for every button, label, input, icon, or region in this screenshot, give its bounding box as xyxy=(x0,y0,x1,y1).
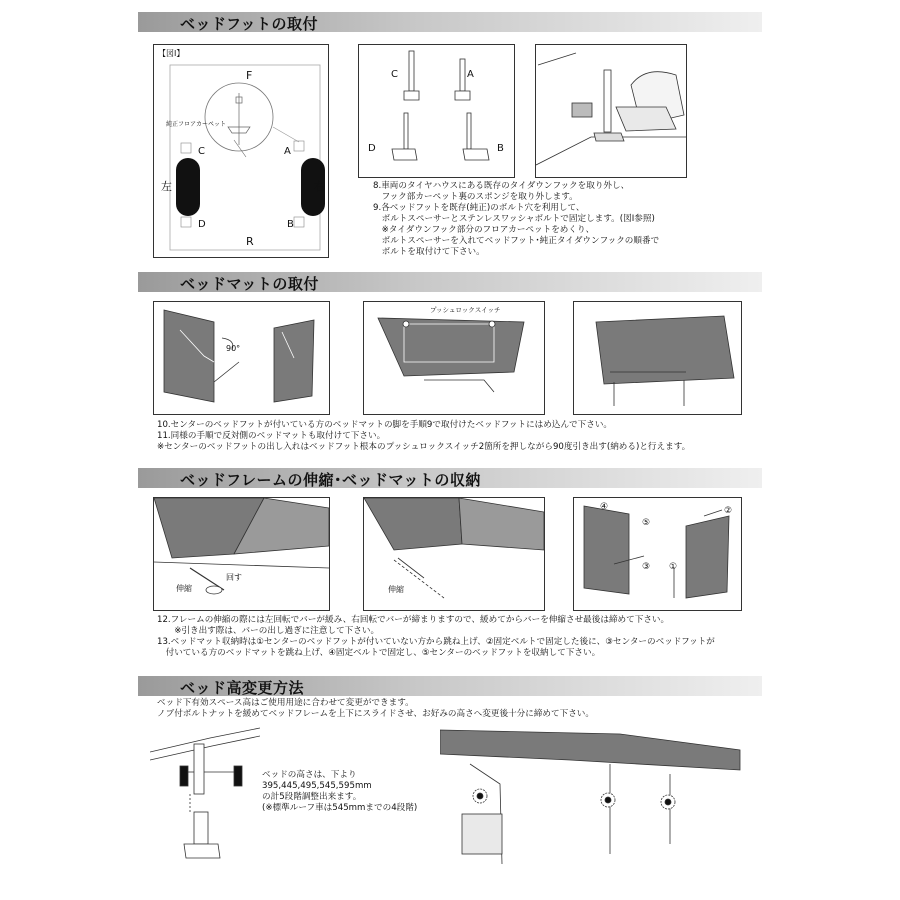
height-note-3: の計5段階調整出来ます。 xyxy=(262,792,362,802)
part-b-label: B xyxy=(497,143,504,154)
step-4-marker: ④ xyxy=(600,502,609,512)
bed-foot-parts-panel xyxy=(358,44,515,178)
s4-line-1: ベッド下有効スペース高はご使用用途に合わせて変更ができます。 xyxy=(157,698,414,708)
s2-line-2: 11.同様の手順で反対側のベッドマットも取付けて下さい。 xyxy=(157,431,386,441)
section-title: ベッドフットの取付 xyxy=(180,15,319,33)
mat-fold-drawing xyxy=(154,302,329,414)
mat-storage-drawing xyxy=(574,498,741,610)
s1-line-6: ボルトスペーサーを入れてベッドフット･純正タイダウンフックの順番で xyxy=(373,236,660,246)
front-label: F xyxy=(246,69,253,82)
corner-b-label: B xyxy=(287,219,294,230)
frame-extend-detail-panel xyxy=(363,497,545,611)
height-note-4: (※標準ルーフ車は545mmまでの4段階) xyxy=(262,803,418,813)
part-d-label: D xyxy=(368,143,376,154)
bed-foot-parts-drawing xyxy=(359,45,514,177)
s2-line-1: 10.センターのベッドフットが付いている方のベッドマットの脚を手順9で取付けたベッドフットにはめ込んで下さい。 xyxy=(157,420,613,430)
bed-frame-3d-drawing xyxy=(440,724,760,874)
corner-c-label: C xyxy=(198,146,205,157)
part-a-label: A xyxy=(467,69,474,80)
carpet-label: 純正フロアカーペット xyxy=(166,121,226,128)
frame-height-diagram xyxy=(150,724,260,874)
mat-installed-drawing xyxy=(574,302,741,414)
figure-label: 【図Ⅰ】 xyxy=(158,49,185,58)
s1-line-7: ボルトを取付けて下さい。 xyxy=(373,247,485,257)
mat-switch-drawing xyxy=(364,302,544,414)
s3-line-1: 12.フレームの伸縮の際には左回転でバーが緩み、右回転でバーが締まりますので、緩めてからバーを伸縮させ最後は締めて下さい。 xyxy=(157,615,670,625)
part-c-label: C xyxy=(391,69,398,80)
step-3-marker: ③ xyxy=(642,562,651,572)
height-note-2: 395,445,495,545,595mm xyxy=(262,781,372,791)
mat-step-3-panel xyxy=(573,301,742,415)
section-header-frame xyxy=(138,468,762,488)
step-1-marker: ① xyxy=(669,562,678,572)
step-5-marker: ⑤ xyxy=(642,518,651,528)
mat-step-1-panel xyxy=(153,301,330,415)
s1-line-1: 8.車両のタイヤハウスにある既存のタイダウンフックを取り外し、 xyxy=(373,181,630,191)
s3-line-4: 付いている方のベッドマットを跳ね上げ、④固定ベルトで固定し、⑤センターのベッドフットを収納して下さい。 xyxy=(157,648,601,658)
corner-d-label: D xyxy=(198,219,206,230)
mat-storage-panel xyxy=(573,497,742,611)
frame-extend-panel xyxy=(153,497,330,611)
extend-label: 伸縮 xyxy=(176,584,192,593)
section-header-bed-mat xyxy=(138,272,762,292)
section-title: ベッド高変更方法 xyxy=(180,679,305,697)
s1-line-4: ボルトスペーサーとステンレスワッシャボルトで固定します。(図Ⅰ参照) xyxy=(373,214,655,224)
s4-line-2: ノブ付ボルトナットを緩めてベッドフレームを上下にスライドさせ、お好みの高さへ変更後十分に締めて下さい。 xyxy=(157,709,594,719)
s2-line-3: ※センターのベッドフットの出し入れはベッドフット根本のプッシュロックスイッチ2箇所を押しながら90度引き出す(納める)と行えます。 xyxy=(157,442,691,452)
installed-foot-drawing xyxy=(536,45,686,177)
right-label: 右 xyxy=(314,180,325,193)
s3-line-3: 13.ベッドマット収納時は①センターのベッドフットが付いていない方から跳ね上げ、②固定ベルトで固定した後に、③センターのベッドフットが xyxy=(157,637,715,647)
s3-line-2: ※引き出す際は、バーの出し過ぎに注意して下さい。 xyxy=(157,626,380,636)
figure-1-panel xyxy=(153,44,329,258)
section-header-bed-foot xyxy=(138,12,762,32)
rear-label: R xyxy=(246,235,254,248)
push-lock-switch-label: プッシュロックスイッチ xyxy=(430,306,501,314)
installed-foot-panel xyxy=(535,44,687,178)
s1-line-3: 9.各ベッドフットを既存(純正)のボルト穴を利用して、 xyxy=(373,203,585,213)
mat-step-2-panel xyxy=(363,301,545,415)
section-title: ベッドフレームの伸縮･ベッドマットの収納 xyxy=(180,471,481,489)
section-header-height xyxy=(138,676,762,696)
s1-line-5: ※タイダウンフック部分のフロアカーペットをめくり、 xyxy=(373,225,595,235)
corner-a-label: A xyxy=(284,146,291,157)
rotate-label: 回す xyxy=(226,573,242,582)
height-note-1: ベッドの高さは、下より xyxy=(262,770,357,780)
left-label: 左 xyxy=(161,180,172,193)
step-2-marker: ② xyxy=(724,506,733,516)
floor-plan-diagram xyxy=(154,45,328,257)
extend-label-2: 伸縮 xyxy=(388,585,404,594)
section-title: ベッドマットの取付 xyxy=(180,275,319,293)
s1-line-2: フック部カーペット裏のスポンジを取り外します。 xyxy=(373,192,578,202)
angle-label: 90° xyxy=(226,344,241,353)
